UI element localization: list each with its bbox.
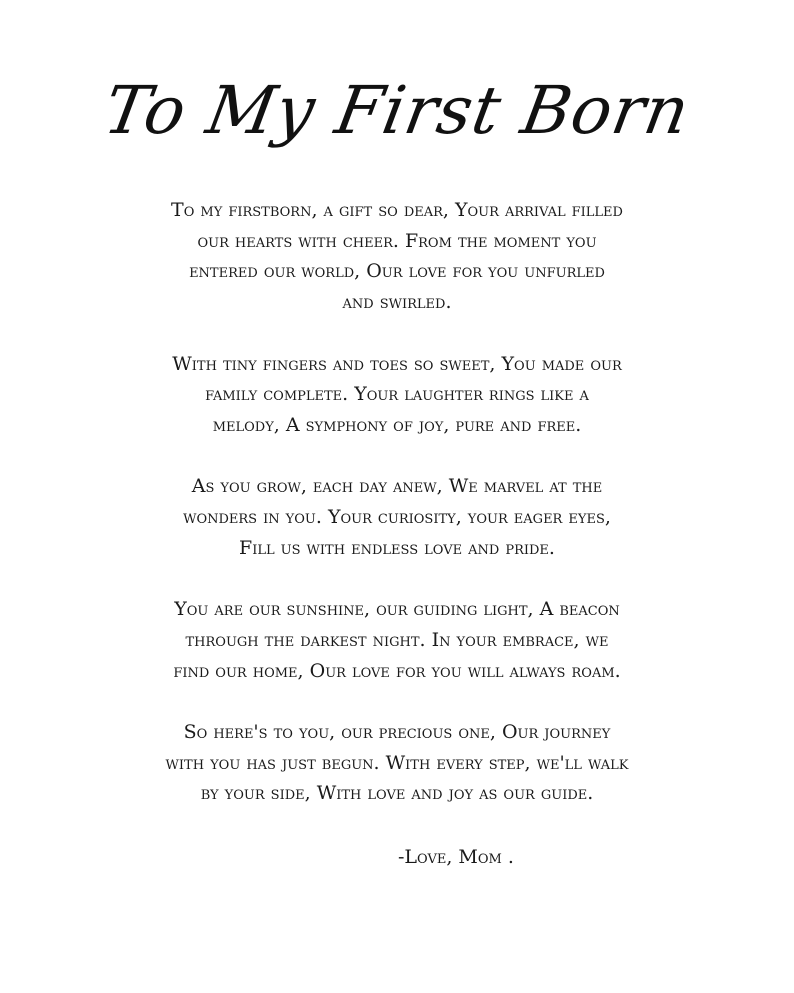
poem-line: and swirled. <box>342 291 452 314</box>
poem-line: Fill us with endless love and pride. <box>239 536 555 559</box>
poem-line: with you has just begun. With every step, we'll walk <box>165 751 629 774</box>
poem-title: To My First Born <box>98 72 696 149</box>
poem-line: So here's to you, our precious one, Our journey <box>183 720 611 743</box>
poem-line: wonders in you. Your curiosity, your eager eyes, <box>183 506 611 528</box>
poem-line: You are our sunshine, our guiding light, A beacon <box>174 598 620 621</box>
signoff: -Love, Mom . <box>398 846 514 868</box>
poem-line: through the darkest night. In your embrace, we <box>185 628 609 651</box>
stanza-2 <box>97 349 697 441</box>
poem-line: family complete. Your laughter rings like a <box>205 383 589 406</box>
stanza-3 <box>97 471 697 563</box>
poem-line: our hearts with cheer. From the moment you <box>197 229 597 252</box>
stanza-1 <box>97 195 697 318</box>
poem-line: melody, A symphony of joy, pure and free. <box>212 413 582 436</box>
poem-line: To my firstborn, a gift so dear, Your arrival filled <box>171 199 623 221</box>
poem-line: As you grow, each day anew, We marvel at the <box>191 475 603 498</box>
stanza-5 <box>97 717 697 809</box>
stanza-4 <box>97 594 697 686</box>
poem-line: by your side, With love and joy as our guide. <box>200 782 594 805</box>
poem-body <box>97 195 697 840</box>
poem-line: With tiny fingers and toes so sweet, You made our <box>172 352 622 375</box>
poem-line: find our home, Our love for you will always roam. <box>173 659 621 682</box>
poem-line: entered our world, Our love for you unfurled <box>189 260 605 283</box>
